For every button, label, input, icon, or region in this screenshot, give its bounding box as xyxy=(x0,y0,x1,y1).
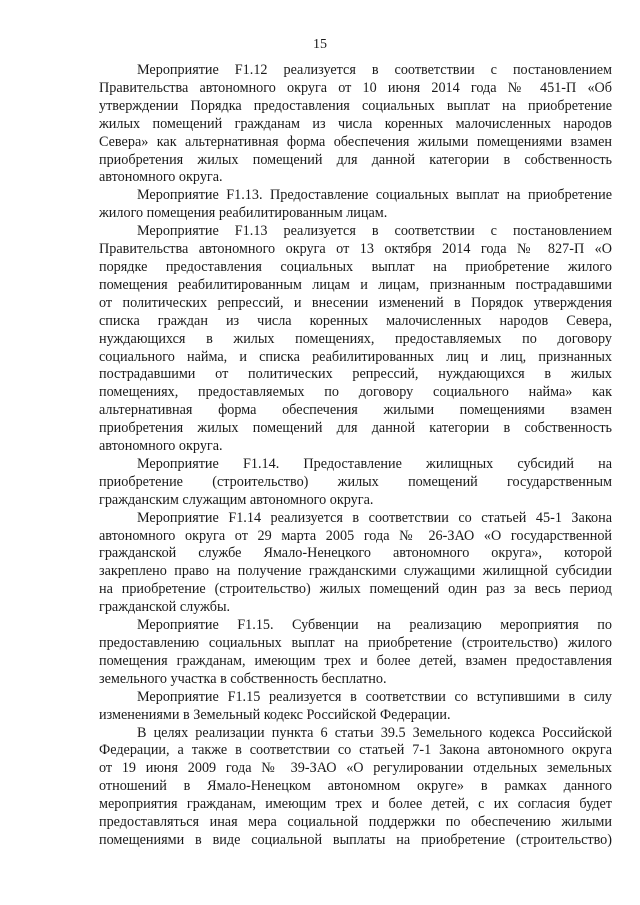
text-line: помещения гражданам, имеющим трех и более детей, взамен предоставления xyxy=(99,652,612,669)
text-line: жилого помещения реабилитированным лицам. xyxy=(99,205,388,222)
paragraph xyxy=(99,725,612,850)
text-line: Мероприятие F1.13 реализуется в соответствии с постановлением xyxy=(137,223,612,240)
text-line: Мероприятие F1.15. Субвенции на реализацию мероприятия по xyxy=(137,617,612,634)
text-line: мероприятия гражданам, имеющим трех и более детей, с их согласия будет xyxy=(99,796,612,813)
text-line: Федерации, а также в соответствии со статьей 7-1 Закона автономного округа xyxy=(99,742,612,759)
text-line: на приобретение (строительство) жилых помещений один раз за весь период xyxy=(99,581,612,598)
text-line: пострадавшими от политических репрессий, нуждающихся в жилых xyxy=(99,366,612,383)
text-line: предоставляться иная мера социальной поддержки по обеспечению жилыми xyxy=(99,814,612,831)
document-body xyxy=(99,62,612,850)
text-line: автономного округа. xyxy=(99,169,223,186)
paragraph xyxy=(99,617,612,689)
text-line: жилых помещений гражданам из числа коренных малочисленных народов xyxy=(99,115,612,132)
text-line: гражданской службы. xyxy=(99,599,231,616)
text-line: приобретения жилых помещений для данной категории в собственность xyxy=(99,151,612,168)
text-line: автономного округа от 29 марта 2005 года № 26-ЗАО «О государственной xyxy=(99,527,612,544)
text-line: помещения реабилитированным лицам и лицам, признанным пострадавшими xyxy=(99,276,612,293)
text-line: земельного участка в собственность бесплатно. xyxy=(99,670,387,687)
text-line: автономного округа. xyxy=(99,438,223,455)
paragraph xyxy=(99,187,612,223)
text-line: социального найма, и списка реабилитированных лиц и лиц, признанных xyxy=(99,348,612,365)
text-line: Мероприятие F1.15 реализуется в соответствии со вступившими в силу xyxy=(137,688,612,705)
paragraph xyxy=(99,62,612,187)
text-line: Мероприятие F1.12 реализуется в соответствии с постановлением xyxy=(137,62,612,78)
text-line: альтернативная форма обеспечения жилыми помещениями взамен xyxy=(99,402,612,419)
page-number: 15 xyxy=(313,37,327,52)
paragraph xyxy=(99,510,612,617)
text-line: гражданским служащим автономного округа. xyxy=(99,491,374,508)
text-line: списка граждан из числа коренных малочисленных народов Севера, xyxy=(99,312,612,329)
text-line: помещениях, предоставляемых по договору социального найма» как xyxy=(99,384,612,401)
text-line: от политических репрессий, и внесении изменений в Порядок утверждения xyxy=(99,294,612,311)
text-line: закреплено право на получение гражданскими служащими жилищной субсидии xyxy=(99,563,612,580)
text-line: от 19 июня 2009 года № 39-ЗАО «О регулировании отдельных земельных xyxy=(99,760,612,777)
text-line: Мероприятие F1.14 реализуется в соответствии со статьей 45-1 Закона xyxy=(137,509,612,526)
text-line: отношений в Ямало-Ненецком автономном округе» в рамках данного xyxy=(99,778,612,795)
text-line: Мероприятие F1.13. Предоставление социальных выплат на приобретение xyxy=(137,187,612,204)
text-line: порядке предоставления социальных выплат на приобретение жилого xyxy=(99,258,612,275)
paragraph xyxy=(99,223,612,456)
text-line: приобретения жилых помещений для данной категории в собственность xyxy=(99,420,612,437)
paragraph xyxy=(99,456,612,510)
text-line: помещениями в виде социальной выплаты на приобретение (строительство) xyxy=(99,831,612,848)
paragraph xyxy=(99,689,612,725)
text-line: предоставлению социальных выплат на приобретение (строительство) жилого xyxy=(99,635,612,651)
text-line: Севера» как альтернативная форма обеспечения жилыми помещениями взамен xyxy=(99,133,612,150)
text-line: нуждающихся в жилых помещениях, предоставляемых по договору xyxy=(99,330,612,347)
text-line: Правительства автономного округа от 13 октября 2014 года № 827-П «О xyxy=(99,241,612,258)
text-line: приобретение (строительство) жилых помещений государственным xyxy=(99,473,612,490)
text-line: В целях реализации пункта 6 статьи 39.5 Земельного кодекса Российской xyxy=(137,724,612,741)
text-line: гражданской службе Ямало-Ненецкого автономного округа», которой xyxy=(99,545,612,562)
text-line: утверждении Порядка предоставления социальных выплат на приобретение xyxy=(99,97,612,114)
text-line: Правительства автономного округа от 10 июня 2014 года № 451-П «Об xyxy=(99,79,612,96)
text-line: Мероприятие F1.14. Предоставление жилищных субсидий на xyxy=(137,455,612,472)
text-line: изменениями в Земельный кодекс Российской Федерации. xyxy=(99,706,451,723)
